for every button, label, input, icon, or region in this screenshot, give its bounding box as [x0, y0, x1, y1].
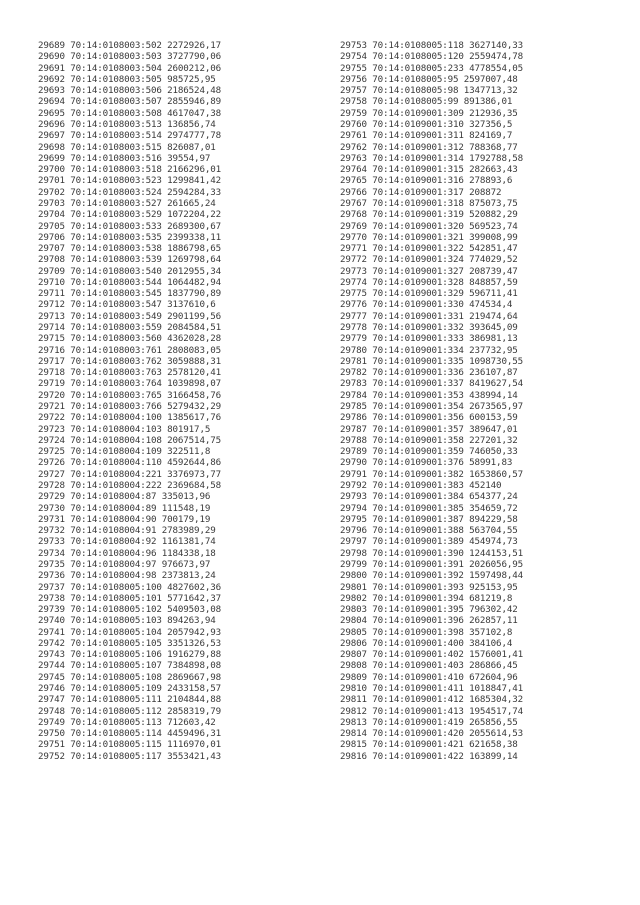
- record-line: 29693 70:14:0108003:506 2186524,48: [38, 85, 221, 97]
- record-line: 29815 70:14:0109001:421 621658,38: [340, 739, 518, 751]
- record-line: 29749 70:14:0108005:113 712603,42: [38, 716, 216, 728]
- record-line: 29791 70:14:0109001:382 1653860,57: [340, 468, 523, 480]
- record-line: 29758 70:14:0108005:99 891386,01: [340, 96, 513, 108]
- record-line: 29810 70:14:0109001:411 1018847,41: [340, 683, 523, 695]
- record-line: 29700 70:14:0108003:518 2166296,01: [38, 164, 221, 176]
- record-line: 29737 70:14:0108005:100 4827602,36: [38, 581, 221, 593]
- record-line: 29816 70:14:0109001:422 163899,14: [340, 750, 518, 762]
- record-line: 29812 70:14:0109001:413 1954517,74: [340, 705, 523, 717]
- record-line: 29707 70:14:0108003:538 1886798,65: [38, 243, 221, 255]
- record-line: 29699 70:14:0108003:516 39554,97: [38, 152, 211, 164]
- record-line: 29736 70:14:0108004:98 2373813,24: [38, 570, 216, 582]
- record-line: 29742 70:14:0108005:105 3351326,53: [38, 637, 221, 649]
- record-line: 29721 70:14:0108003:766 5279432,29: [38, 401, 221, 412]
- record-line: 29730 70:14:0108004:89 111548,19: [38, 502, 211, 514]
- record-line: 29798 70:14:0109001:390 1244153,51: [340, 547, 523, 559]
- record-line: 29751 70:14:0108005:115 1116970,01: [38, 739, 221, 751]
- record-line: 29690 70:14:0108003:503 3727790,06: [38, 51, 221, 63]
- record-line: 29689 70:14:0108003:502 2272926,17: [38, 40, 221, 51]
- record-line: 29734 70:14:0108004:96 1184338,18: [38, 547, 216, 559]
- record-line: 29775 70:14:0109001:329 596711,41: [340, 288, 518, 300]
- record-line: 29691 70:14:0108003:504 2600212,06: [38, 62, 221, 74]
- record-line: 29767 70:14:0109001:318 875073,75: [340, 197, 518, 209]
- record-line: 29745 70:14:0108005:108 2869667,98: [38, 671, 221, 683]
- record-line: 29801 70:14:0109001:393 925153,95: [340, 581, 518, 593]
- record-line: 29724 70:14:0108004:108 2067514,75: [38, 434, 221, 446]
- record-line: 29698 70:14:0108003:515 826087,01: [38, 141, 216, 153]
- record-line: 29766 70:14:0109001:317 208872: [340, 186, 502, 198]
- record-line: 29702 70:14:0108003:524 2594284,33: [38, 186, 221, 198]
- record-line: 29750 70:14:0108005:114 4459496,31: [38, 728, 221, 740]
- record-line: 29735 70:14:0108004:97 976673,97: [38, 558, 211, 570]
- record-line: 29727 70:14:0108004:221 3376973,77: [38, 468, 221, 480]
- record-line: 29806 70:14:0109001:400 384106,4: [340, 637, 513, 649]
- record-line: 29728 70:14:0108004:222 2369684,58: [38, 479, 221, 491]
- record-line: 29733 70:14:0108004:92 1161381,74: [38, 536, 216, 548]
- record-line: 29808 70:14:0109001:403 286866,45: [340, 660, 518, 672]
- record-line: 29805 70:14:0109001:398 357102,8: [340, 626, 513, 638]
- record-line: 29744 70:14:0108005:107 7384898,08: [38, 660, 221, 672]
- record-line: 29747 70:14:0108005:111 2104844,88: [38, 694, 221, 706]
- record-line: 29774 70:14:0109001:328 848857,59: [340, 276, 518, 288]
- record-line: 29786 70:14:0109001:356 600153,59: [340, 412, 518, 424]
- record-line: 29719 70:14:0108003:764 1039898,07: [38, 378, 221, 390]
- record-line: 29803 70:14:0109001:395 796302,42: [340, 604, 518, 616]
- record-line: 29757 70:14:0108005:98 1347713,32: [340, 85, 518, 97]
- record-line: 29809 70:14:0109001:410 672604,96: [340, 671, 518, 683]
- record-line: 29712 70:14:0108003:547 3137610,6: [38, 299, 216, 311]
- record-line: 29692 70:14:0108003:505 985725,95: [38, 73, 216, 85]
- record-line: 29711 70:14:0108003:545 1837790,89: [38, 288, 221, 300]
- left-column: [38, 40, 221, 762]
- record-line: 29762 70:14:0109001:312 788368,77: [340, 141, 518, 153]
- record-line: 29771 70:14:0109001:322 542851,47: [340, 243, 518, 255]
- record-line: 29800 70:14:0109001:392 1597498,44: [340, 570, 523, 582]
- record-line: 29754 70:14:0108005:120 2559474,78: [340, 51, 523, 63]
- record-line: 29814 70:14:0109001:420 2055614,53: [340, 728, 523, 740]
- record-line: 29780 70:14:0109001:334 237732,95: [340, 344, 518, 356]
- record-line: 29768 70:14:0109001:319 520882,29: [340, 209, 518, 221]
- record-line: 29799 70:14:0109001:391 2026056,95: [340, 558, 523, 570]
- record-line: 29761 70:14:0109001:311 824169,7: [340, 130, 513, 142]
- record-line: 29695 70:14:0108003:508 4617047,38: [38, 107, 221, 119]
- record-line: 29713 70:14:0108003:549 2901199,56: [38, 310, 221, 322]
- record-line: 29708 70:14:0108003:539 1269798,64: [38, 254, 221, 266]
- record-line: 29696 70:14:0108003:513 136856,74: [38, 118, 216, 130]
- record-line: 29764 70:14:0109001:315 282663,43: [340, 164, 518, 176]
- record-line: 29697 70:14:0108003:514 2974777,78: [38, 130, 221, 142]
- record-line: 29731 70:14:0108004:90 700179,19: [38, 513, 211, 525]
- record-line: 29717 70:14:0108003:762 3059888,31: [38, 355, 221, 367]
- record-line: 29781 70:14:0109001:335 1098730,55: [340, 355, 523, 367]
- record-line: 29772 70:14:0109001:324 774029,52: [340, 254, 518, 266]
- record-line: 29760 70:14:0109001:310 327356,5: [340, 118, 513, 130]
- record-line: 29763 70:14:0109001:314 1792788,58: [340, 152, 523, 164]
- record-line: 29705 70:14:0108003:533 2689300,67: [38, 220, 221, 232]
- record-line: 29773 70:14:0109001:327 208739,47: [340, 265, 518, 277]
- record-line: 29709 70:14:0108003:540 2012955,34: [38, 265, 221, 277]
- record-line: 29793 70:14:0109001:384 654377,24: [340, 491, 518, 503]
- record-line: 29714 70:14:0108003:559 2084584,51: [38, 322, 221, 334]
- record-line: 29741 70:14:0108005:104 2057942,93: [38, 626, 221, 638]
- record-line: 29785 70:14:0109001:354 2673565,97: [340, 401, 523, 412]
- record-line: 29723 70:14:0108004:103 801917,5: [38, 423, 211, 435]
- record-line: 29755 70:14:0108005:233 4778554,05: [340, 62, 523, 74]
- record-line: 29794 70:14:0109001:385 354659,72: [340, 502, 518, 514]
- record-line: 29770 70:14:0109001:321 399008,99: [340, 231, 518, 243]
- record-line: 29732 70:14:0108004:91 2783989,29: [38, 525, 216, 537]
- record-line: 29738 70:14:0108005:101 5771642,37: [38, 592, 221, 604]
- record-line: 29729 70:14:0108004:87 335013,96: [38, 491, 211, 503]
- record-line: 29778 70:14:0109001:332 393645,09: [340, 322, 518, 334]
- right-column: [340, 40, 523, 762]
- record-line: 29706 70:14:0108003:535 2399338,11: [38, 231, 221, 243]
- record-line: 29710 70:14:0108003:544 1064482,94: [38, 276, 221, 288]
- record-line: 29788 70:14:0109001:358 227201,32: [340, 434, 518, 446]
- record-line: 29759 70:14:0109001:309 212936,35: [340, 107, 518, 119]
- record-line: 29716 70:14:0108003:761 2808083,05: [38, 344, 221, 356]
- record-line: 29797 70:14:0109001:389 454974,73: [340, 536, 518, 548]
- record-line: 29811 70:14:0109001:412 1685304,32: [340, 694, 523, 706]
- record-line: 29790 70:14:0109001:376 58991,83: [340, 457, 513, 469]
- record-line: 29726 70:14:0108004:110 4592644,86: [38, 457, 221, 469]
- record-line: 29725 70:14:0108004:109 322511,8: [38, 446, 211, 458]
- record-line: 29701 70:14:0108003:523 1299841,42: [38, 175, 221, 187]
- record-line: 29813 70:14:0109001:419 265856,55: [340, 716, 518, 728]
- record-line: 29746 70:14:0108005:109 2433158,57: [38, 683, 221, 695]
- record-line: 29704 70:14:0108003:529 1072204,22: [38, 209, 221, 221]
- record-line: 29807 70:14:0109001:402 1576001,41: [340, 649, 523, 661]
- record-line: 29720 70:14:0108003:765 3166458,76: [38, 389, 221, 401]
- record-line: 29756 70:14:0108005:95 2597007,48: [340, 73, 518, 85]
- record-line: 29777 70:14:0109001:331 219474,64: [340, 310, 518, 322]
- record-line: 29782 70:14:0109001:336 236107,87: [340, 367, 518, 379]
- record-line: 29740 70:14:0108005:103 894263,94: [38, 615, 216, 627]
- record-line: 29795 70:14:0109001:387 894229,58: [340, 513, 518, 525]
- record-line: 29796 70:14:0109001:388 563704,55: [340, 525, 518, 537]
- record-line: 29753 70:14:0108005:118 3627140,33: [340, 40, 523, 51]
- record-line: 29792 70:14:0109001:383 452140: [340, 479, 502, 491]
- record-line: 29802 70:14:0109001:394 681219,8: [340, 592, 513, 604]
- record-line: 29784 70:14:0109001:353 438994,14: [340, 389, 518, 401]
- record-line: 29743 70:14:0108005:106 1916279,88: [38, 649, 221, 661]
- record-line: 29787 70:14:0109001:357 389647,01: [340, 423, 518, 435]
- record-line: 29769 70:14:0109001:320 569523,74: [340, 220, 518, 232]
- record-line: 29804 70:14:0109001:396 262857,11: [340, 615, 518, 627]
- record-line: 29752 70:14:0108005:117 3553421,43: [38, 750, 221, 762]
- record-line: 29779 70:14:0109001:333 386981,13: [340, 333, 518, 345]
- record-line: 29776 70:14:0109001:330 474534,4: [340, 299, 513, 311]
- record-line: 29748 70:14:0108005:112 2858319,79: [38, 705, 221, 717]
- record-line: 29722 70:14:0108004:100 1385617,76: [38, 412, 221, 424]
- record-line: 29765 70:14:0109001:316 278893,6: [340, 175, 513, 187]
- record-line: 29739 70:14:0108005:102 5409503,08: [38, 604, 221, 616]
- record-line: 29715 70:14:0108003:560 4362028,28: [38, 333, 221, 345]
- record-line: 29694 70:14:0108003:507 2855946,89: [38, 96, 221, 108]
- record-line: 29789 70:14:0109001:359 746050,33: [340, 446, 518, 458]
- record-line: 29703 70:14:0108003:527 261665,24: [38, 197, 216, 209]
- record-line: 29783 70:14:0109001:337 8419627,54: [340, 378, 523, 390]
- record-line: 29718 70:14:0108003:763 2578120,41: [38, 367, 221, 379]
